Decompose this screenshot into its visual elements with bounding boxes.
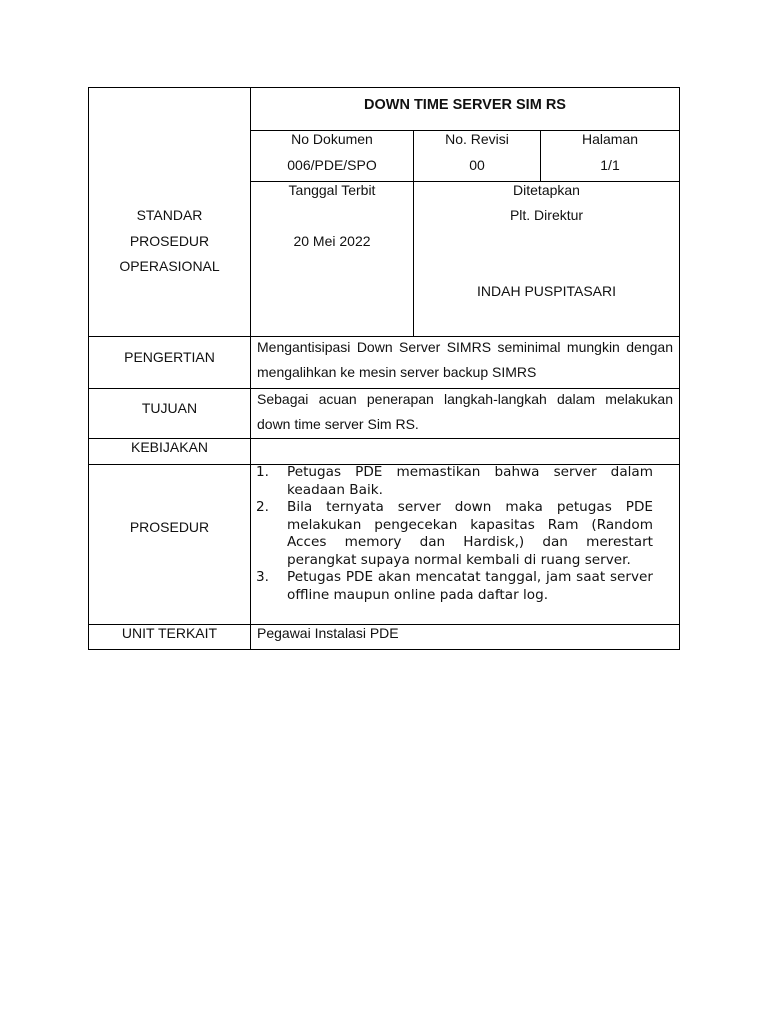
no-revisi-label: No. Revisi: [445, 131, 509, 147]
document-title: DOWN TIME SERVER SIM RS: [364, 97, 566, 113]
prosedur-item-2: [256, 499, 653, 569]
no-dokumen-value: 006/PDE/SPO: [287, 157, 377, 173]
sop-document: [88, 87, 680, 650]
tanggal-terbit-label: Tanggal Terbit: [288, 182, 376, 198]
nama-pejabat: INDAH PUSPITASARI: [477, 283, 616, 299]
prosedur-label: PROSEDUR: [129, 519, 210, 535]
prosedur-item-number: 1.: [256, 464, 269, 480]
pengertian-label: PENGERTIAN: [124, 349, 215, 365]
prosedur-item-number: 3.: [256, 569, 269, 585]
jabatan: Plt. Direktur: [509, 207, 584, 223]
table-border-right: [679, 87, 680, 650]
prosedur-item-number: 2.: [256, 499, 269, 515]
tujuan-text: Sebagai acuan penerapan langkah-langkah dalam melakukan down time server Sim RS.: [257, 391, 673, 432]
sop-label-line-2: PROSEDUR: [129, 233, 210, 249]
table-border-top: [88, 87, 680, 88]
tujuan-label: TUJUAN: [141, 400, 198, 416]
table-border-bottom: [88, 649, 680, 650]
halaman-value: 1/1: [600, 157, 620, 173]
unit-terkait-label: UNIT TERKAIT: [121, 625, 218, 641]
unit-terkait-text: Pegawai Instalasi PDE: [257, 625, 399, 641]
tanggal-terbit-value: 20 Mei 2022: [293, 233, 371, 249]
table-border-left: [88, 87, 89, 650]
no-dokumen-label: No Dokumen: [291, 131, 373, 147]
prosedur-item-3: [256, 569, 653, 604]
pengertian-text: Mengantisipasi Down Server SIMRS seminimal mungkin dengan mengalihkan ke mesin server backup SIMRS: [257, 339, 673, 380]
kebijakan-label: KEBIJAKAN: [130, 439, 209, 455]
prosedur-list: [256, 464, 653, 604]
no-revisi-value: 00: [469, 157, 485, 173]
sop-label-line-1: STANDAR: [136, 207, 203, 223]
halaman-label: Halaman: [581, 131, 639, 147]
prosedur-item-text: Bila ternyata server down maka petugas PDE melakukan pengecekan kapasitas Ram (Random Acces memory dan Hardisk,) dan merestart perangkat supaya normal kembali di ruang server.: [287, 499, 653, 568]
prosedur-item-1: [256, 464, 653, 499]
prosedur-item-text: Petugas PDE akan mencatat tanggal, jam saat server offline maupun online pada daftar log.: [287, 569, 653, 603]
ditetapkan-label: Ditetapkan: [513, 182, 580, 198]
sop-label-line-3: OPERASIONAL: [119, 258, 220, 274]
prosedur-item-text: Petugas PDE memastikan bahwa server dalam keadaan Baik.: [287, 464, 653, 498]
